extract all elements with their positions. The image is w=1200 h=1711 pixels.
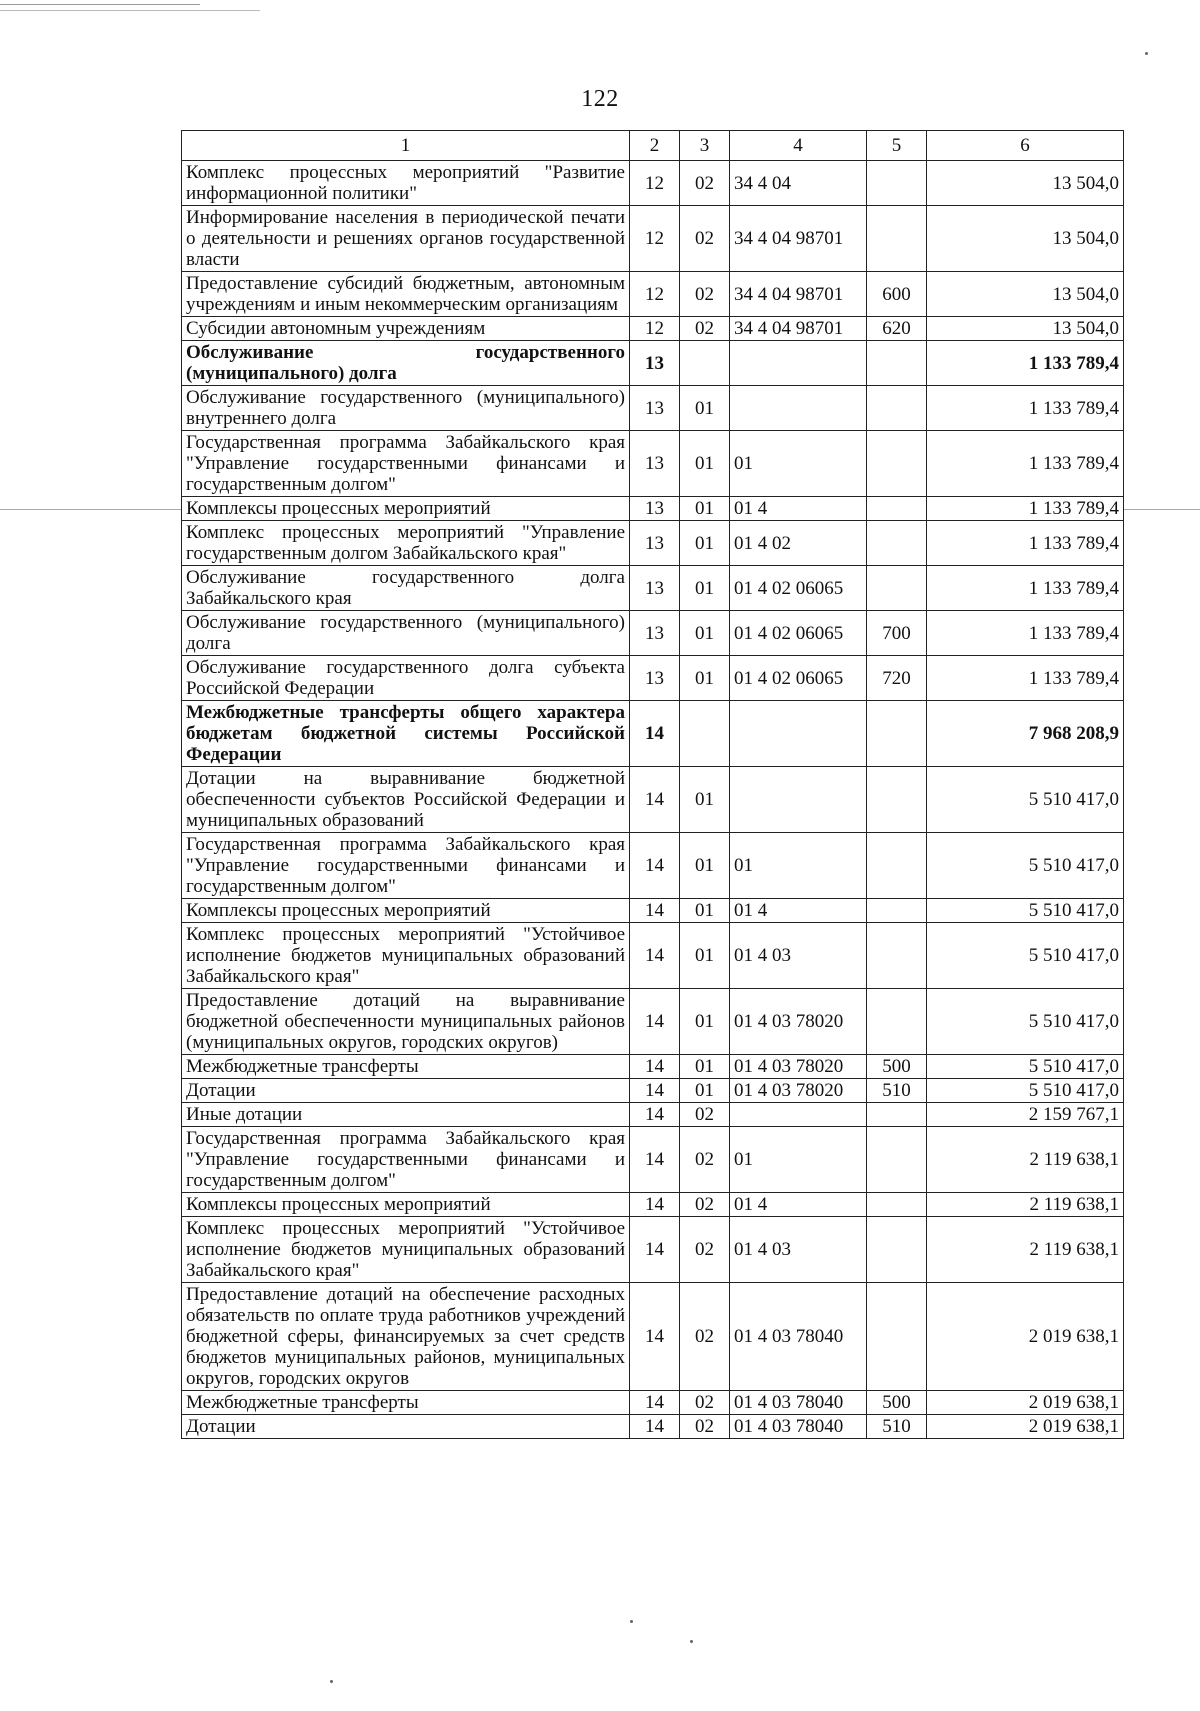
- row-name-cell: Дотации: [182, 1079, 630, 1103]
- amount-cell: 2 119 638,1: [927, 1193, 1124, 1217]
- section-code-cell: 13: [630, 341, 680, 386]
- subsection-code-cell: 01: [680, 833, 730, 899]
- section-code-cell: 13: [630, 386, 680, 431]
- target-article-cell: 01 4 03: [730, 1217, 867, 1283]
- subsection-code-cell: [680, 341, 730, 386]
- column-header: 1: [182, 131, 630, 161]
- scan-speck: [630, 1620, 633, 1623]
- table-row: [182, 611, 1124, 656]
- amount-cell: 13 504,0: [927, 272, 1124, 317]
- target-article-cell: 01 4 02 06065: [730, 566, 867, 611]
- subsection-code-cell: 01: [680, 497, 730, 521]
- section-code-cell: 13: [630, 497, 680, 521]
- section-code-cell: 14: [630, 923, 680, 989]
- subsection-code-cell: 01: [680, 566, 730, 611]
- row-name-cell: Государственная программа Забайкальского края "Управление государственными финансами и государственным долгом": [182, 833, 630, 899]
- subsection-code-cell: 02: [680, 272, 730, 317]
- expense-type-cell: [867, 833, 927, 899]
- table-row: [182, 1283, 1124, 1391]
- subsection-code-cell: 01: [680, 656, 730, 701]
- subsection-code-cell: 01: [680, 611, 730, 656]
- subsection-code-cell: 02: [680, 1283, 730, 1391]
- amount-cell: 2 159 767,1: [927, 1103, 1124, 1127]
- table-row: [182, 1055, 1124, 1079]
- target-article-cell: 01 4 03: [730, 923, 867, 989]
- section-code-cell: 14: [630, 899, 680, 923]
- section-code-cell: 12: [630, 317, 680, 341]
- subsection-code-cell: 01: [680, 989, 730, 1055]
- expense-type-cell: [867, 1217, 927, 1283]
- amount-cell: 1 133 789,4: [927, 611, 1124, 656]
- amount-cell: 5 510 417,0: [927, 1055, 1124, 1079]
- row-name-cell: Межбюджетные трансферты: [182, 1391, 630, 1415]
- subsection-code-cell: 01: [680, 1079, 730, 1103]
- amount-cell: 5 510 417,0: [927, 1079, 1124, 1103]
- target-article-cell: 01 4: [730, 1193, 867, 1217]
- section-code-cell: 14: [630, 1415, 680, 1439]
- table-row: [182, 272, 1124, 317]
- target-article-cell: 01: [730, 1127, 867, 1193]
- table-row: [182, 1079, 1124, 1103]
- scan-speck: [690, 1640, 693, 1643]
- subsection-code-cell: 02: [680, 1415, 730, 1439]
- scan-edge-line: [0, 10, 260, 11]
- subsection-code-cell: 02: [680, 206, 730, 272]
- amount-cell: 1 133 789,4: [927, 431, 1124, 497]
- section-code-cell: 12: [630, 161, 680, 206]
- target-article-cell: 01 4 03 78040: [730, 1283, 867, 1391]
- table-row: [182, 521, 1124, 566]
- expense-type-cell: [867, 521, 927, 566]
- table-row: [182, 1415, 1124, 1439]
- subsection-code-cell: 02: [680, 1127, 730, 1193]
- table-row: [182, 206, 1124, 272]
- amount-cell: 2 119 638,1: [927, 1217, 1124, 1283]
- target-article-cell: 01: [730, 431, 867, 497]
- amount-cell: 13 504,0: [927, 206, 1124, 272]
- target-article-cell: [730, 341, 867, 386]
- table-row: [182, 767, 1124, 833]
- section-code-cell: 13: [630, 566, 680, 611]
- expense-type-cell: 510: [867, 1079, 927, 1103]
- target-article-cell: 01 4 02: [730, 521, 867, 566]
- target-article-cell: 01 4: [730, 497, 867, 521]
- table-row: [182, 833, 1124, 899]
- table-row: [182, 386, 1124, 431]
- row-name-cell: Обслуживание государственного долга Забайкальского края: [182, 566, 630, 611]
- target-article-cell: 01 4 02 06065: [730, 611, 867, 656]
- column-header: 4: [730, 131, 867, 161]
- table-row: [182, 341, 1124, 386]
- row-name-cell: Дотации: [182, 1415, 630, 1439]
- target-article-cell: 34 4 04 98701: [730, 272, 867, 317]
- section-code-cell: 14: [630, 1079, 680, 1103]
- subsection-code-cell: 02: [680, 1193, 730, 1217]
- column-header: 6: [927, 131, 1124, 161]
- table-row: [182, 1127, 1124, 1193]
- expense-type-cell: 600: [867, 272, 927, 317]
- table-row: [182, 317, 1124, 341]
- amount-cell: 5 510 417,0: [927, 923, 1124, 989]
- target-article-cell: 34 4 04 98701: [730, 317, 867, 341]
- expense-type-cell: [867, 341, 927, 386]
- amount-cell: 5 510 417,0: [927, 989, 1124, 1055]
- subsection-code-cell: 01: [680, 521, 730, 566]
- amount-cell: 1 133 789,4: [927, 656, 1124, 701]
- amount-cell: 1 133 789,4: [927, 341, 1124, 386]
- expense-type-cell: 500: [867, 1055, 927, 1079]
- target-article-cell: 01 4 03 78040: [730, 1415, 867, 1439]
- expense-type-cell: [867, 1283, 927, 1391]
- subsection-code-cell: 01: [680, 923, 730, 989]
- amount-cell: 13 504,0: [927, 317, 1124, 341]
- expense-type-cell: 620: [867, 317, 927, 341]
- scan-edge-line: [0, 509, 181, 510]
- amount-cell: 2 019 638,1: [927, 1415, 1124, 1439]
- expense-type-cell: [867, 1193, 927, 1217]
- table-header-row: [182, 131, 1124, 161]
- section-code-cell: 12: [630, 206, 680, 272]
- row-name-cell: Иные дотации: [182, 1103, 630, 1127]
- row-name-cell: Комплекс процессных мероприятий "Развитие информационной политики": [182, 161, 630, 206]
- section-code-cell: 14: [630, 1055, 680, 1079]
- scan-edge-line: [1123, 509, 1200, 510]
- row-name-cell: Обслуживание государственного (муниципального) долга: [182, 611, 630, 656]
- row-name-cell: Предоставление дотаций на выравнивание бюджетной обеспеченности муниципальных районов (муниципальных округов, городских округов): [182, 989, 630, 1055]
- amount-cell: 5 510 417,0: [927, 767, 1124, 833]
- budget-table: [181, 130, 1124, 1439]
- expense-type-cell: [867, 386, 927, 431]
- row-name-cell: Комплексы процессных мероприятий: [182, 1193, 630, 1217]
- target-article-cell: 01 4 03 78020: [730, 989, 867, 1055]
- subsection-code-cell: 01: [680, 899, 730, 923]
- table-row: [182, 431, 1124, 497]
- scan-speck: [1145, 52, 1148, 55]
- section-code-cell: 14: [630, 701, 680, 767]
- expense-type-cell: [867, 701, 927, 767]
- section-code-cell: 14: [630, 767, 680, 833]
- scan-speck: [330, 1680, 333, 1683]
- column-header: 2: [630, 131, 680, 161]
- subsection-code-cell: 01: [680, 767, 730, 833]
- subsection-code-cell: 02: [680, 1217, 730, 1283]
- column-header: 5: [867, 131, 927, 161]
- section-code-cell: 13: [630, 521, 680, 566]
- section-code-cell: 14: [630, 1283, 680, 1391]
- section-code-cell: 14: [630, 989, 680, 1055]
- subsection-code-cell: 01: [680, 1055, 730, 1079]
- target-article-cell: [730, 386, 867, 431]
- target-article-cell: 01 4: [730, 899, 867, 923]
- table-row: [182, 1391, 1124, 1415]
- table-row: [182, 989, 1124, 1055]
- subsection-code-cell: 01: [680, 386, 730, 431]
- row-name-cell: Предоставление субсидий бюджетным, автономным учреждениям и иным некоммерческим организациям: [182, 272, 630, 317]
- row-name-cell: Комплекс процессных мероприятий "Устойчивое исполнение бюджетов муниципальных образований Забайкальского края": [182, 923, 630, 989]
- subsection-code-cell: 02: [680, 1103, 730, 1127]
- section-code-cell: 14: [630, 1193, 680, 1217]
- table-row: [182, 1217, 1124, 1283]
- section-code-cell: 14: [630, 1217, 680, 1283]
- amount-cell: 5 510 417,0: [927, 899, 1124, 923]
- expense-type-cell: [867, 566, 927, 611]
- table-row: [182, 923, 1124, 989]
- table-body: [182, 161, 1124, 1439]
- amount-cell: 1 133 789,4: [927, 497, 1124, 521]
- amount-cell: 2 019 638,1: [927, 1391, 1124, 1415]
- target-article-cell: 01 4 03 78020: [730, 1079, 867, 1103]
- amount-cell: 1 133 789,4: [927, 521, 1124, 566]
- row-name-cell: Государственная программа Забайкальского края "Управление государственными финансами и государственным долгом": [182, 431, 630, 497]
- amount-cell: 2 119 638,1: [927, 1127, 1124, 1193]
- amount-cell: 13 504,0: [927, 161, 1124, 206]
- subsection-code-cell: 02: [680, 161, 730, 206]
- target-article-cell: [730, 701, 867, 767]
- section-code-cell: 13: [630, 611, 680, 656]
- amount-cell: 1 133 789,4: [927, 566, 1124, 611]
- row-name-cell: Субсидии автономным учреждениям: [182, 317, 630, 341]
- row-name-cell: Государственная программа Забайкальского края "Управление государственными финансами и государственным долгом": [182, 1127, 630, 1193]
- target-article-cell: 34 4 04 98701: [730, 206, 867, 272]
- table-row: [182, 701, 1124, 767]
- expense-type-cell: 700: [867, 611, 927, 656]
- section-code-cell: 14: [630, 1127, 680, 1193]
- row-name-cell: Обслуживание государственного (муниципального) внутреннего долга: [182, 386, 630, 431]
- expense-type-cell: [867, 767, 927, 833]
- subsection-code-cell: 01: [680, 431, 730, 497]
- table-row: [182, 1103, 1124, 1127]
- subsection-code-cell: [680, 701, 730, 767]
- table-row: [182, 1193, 1124, 1217]
- expense-type-cell: [867, 161, 927, 206]
- column-header: 3: [680, 131, 730, 161]
- page-number: 122: [581, 86, 619, 112]
- row-name-cell: Обслуживание государственного (муниципального) долга: [182, 341, 630, 386]
- expense-type-cell: 500: [867, 1391, 927, 1415]
- row-name-cell: Информирование населения в периодической печати о деятельности и решениях органов государственной власти: [182, 206, 630, 272]
- target-article-cell: 01 4 03 78020: [730, 1055, 867, 1079]
- expense-type-cell: [867, 497, 927, 521]
- row-name-cell: Комплекс процессных мероприятий "Устойчивое исполнение бюджетов муниципальных образований Забайкальского края": [182, 1217, 630, 1283]
- section-code-cell: 13: [630, 431, 680, 497]
- expense-type-cell: 510: [867, 1415, 927, 1439]
- amount-cell: 5 510 417,0: [927, 833, 1124, 899]
- expense-type-cell: [867, 923, 927, 989]
- amount-cell: 1 133 789,4: [927, 386, 1124, 431]
- scan-edge-line: [0, 4, 200, 5]
- section-code-cell: 12: [630, 272, 680, 317]
- row-name-cell: Межбюджетные трансферты общего характера бюджетам бюджетной системы Российской Федерации: [182, 701, 630, 767]
- target-article-cell: [730, 767, 867, 833]
- section-code-cell: 14: [630, 833, 680, 899]
- expense-type-cell: [867, 1127, 927, 1193]
- target-article-cell: 01 4 03 78040: [730, 1391, 867, 1415]
- table-row: [182, 899, 1124, 923]
- target-article-cell: 01: [730, 833, 867, 899]
- target-article-cell: 34 4 04: [730, 161, 867, 206]
- expense-type-cell: [867, 899, 927, 923]
- row-name-cell: Дотации на выравнивание бюджетной обеспеченности субъектов Российской Федерации и муниципальных образований: [182, 767, 630, 833]
- table-row: [182, 566, 1124, 611]
- expense-type-cell: [867, 206, 927, 272]
- amount-cell: 7 968 208,9: [927, 701, 1124, 767]
- subsection-code-cell: 02: [680, 317, 730, 341]
- table-row: [182, 161, 1124, 206]
- section-code-cell: 14: [630, 1103, 680, 1127]
- expense-type-cell: [867, 431, 927, 497]
- subsection-code-cell: 02: [680, 1391, 730, 1415]
- row-name-cell: Комплексы процессных мероприятий: [182, 899, 630, 923]
- row-name-cell: Межбюджетные трансферты: [182, 1055, 630, 1079]
- row-name-cell: Комплекс процессных мероприятий "Управление государственным долгом Забайкальского края": [182, 521, 630, 566]
- table-row: [182, 656, 1124, 701]
- section-code-cell: 13: [630, 656, 680, 701]
- amount-cell: 2 019 638,1: [927, 1283, 1124, 1391]
- target-article-cell: 01 4 02 06065: [730, 656, 867, 701]
- row-name-cell: Комплексы процессных мероприятий: [182, 497, 630, 521]
- target-article-cell: [730, 1103, 867, 1127]
- expense-type-cell: [867, 989, 927, 1055]
- section-code-cell: 14: [630, 1391, 680, 1415]
- table-row: [182, 497, 1124, 521]
- row-name-cell: Обслуживание государственного долга субъекта Российской Федерации: [182, 656, 630, 701]
- expense-type-cell: [867, 1103, 927, 1127]
- row-name-cell: Предоставление дотаций на обеспечение расходных обязательств по оплате труда работников учреждений бюджетной сферы, финансируемых за счет средств бюджетов муниципальных районов, муниципальных округов, городских округов: [182, 1283, 630, 1391]
- expense-type-cell: 720: [867, 656, 927, 701]
